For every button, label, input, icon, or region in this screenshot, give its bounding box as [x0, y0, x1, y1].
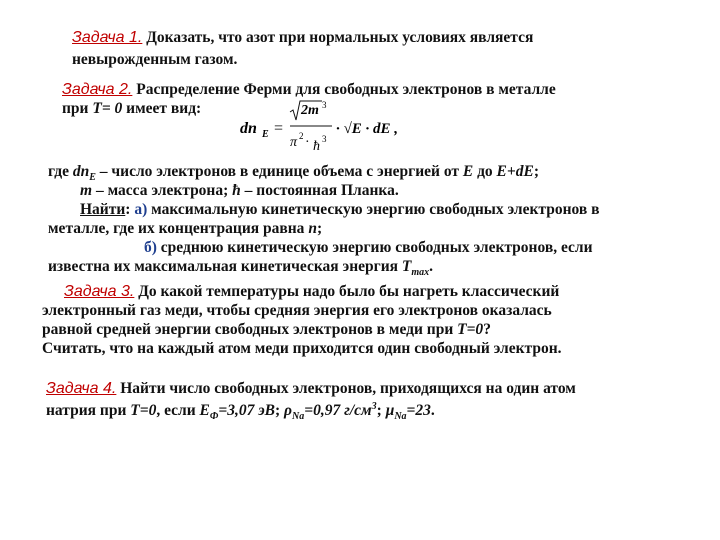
- task-3-text-1: До какой температуры надо было бы нагреть классический: [134, 283, 560, 300]
- desc-line-4: [48, 219, 599, 238]
- formula-dot: ·: [305, 135, 310, 150]
- task-3-text-3a: равной средней энергии свободных электронов в меди при: [42, 321, 458, 338]
- desc-6d: .: [429, 258, 434, 275]
- task-1-text-2: невырожденным газом.: [72, 51, 238, 68]
- t4-f: =3,07 эВ: [218, 402, 275, 419]
- task-3-line-3: [42, 320, 562, 339]
- t4-b: T=0: [130, 402, 157, 419]
- desc-1e: E: [462, 163, 474, 180]
- t4-c: , если: [156, 402, 200, 419]
- task-4-title: Задача 4.: [46, 380, 117, 397]
- formula-eq: =: [274, 120, 284, 137]
- task-3-text-4: Считать, что на каждый атом меди приходится один свободный электрон.: [42, 340, 562, 357]
- formula-hbar: ħ: [313, 139, 320, 154]
- t4-o: =23: [406, 402, 431, 419]
- fermi-distribution-formula: [238, 98, 438, 158]
- desc-1c: E: [89, 172, 96, 184]
- t4-m: μ: [385, 402, 395, 419]
- task-1-text-1: Доказать, что азот при нормальных условиях является: [146, 29, 534, 46]
- task-2-text-2b: T= 0: [92, 100, 123, 117]
- t4-d: E: [199, 402, 210, 419]
- t4-l: ;: [376, 402, 386, 419]
- formula-rhs: · √E · dE ,: [336, 121, 398, 137]
- task-3-title: Задача 3.: [64, 283, 135, 300]
- formula-root: 2m: [301, 103, 319, 118]
- desc-2c: ħ: [232, 182, 241, 199]
- desc-line-6: [48, 257, 599, 279]
- desc-2b: – масса электрона;: [92, 182, 233, 199]
- desc-3a: :: [125, 201, 135, 218]
- desc-line-1: [48, 162, 599, 184]
- desc-5: среднюю кинетическую энергию свободных электронов, если: [156, 239, 593, 256]
- task-4-text-1: Найти число свободных электронов, приходящихся на один атом: [116, 380, 576, 397]
- desc-1b: dn: [72, 163, 90, 180]
- formula-lhs: dn: [240, 120, 257, 137]
- desc-1f: до: [473, 163, 497, 180]
- desc-line-3: [48, 200, 599, 219]
- desc-3b: максимальную кинетическую энергию свободных электронов в: [147, 201, 600, 218]
- formula-root-exp: 3: [322, 100, 327, 110]
- t4-e: Ф: [209, 411, 219, 423]
- t4-p: .: [430, 402, 435, 419]
- task-1: [72, 28, 533, 69]
- desc-1d: – число электронов в единице объема с энергией от: [95, 163, 463, 180]
- task-2-line-1: [62, 80, 556, 99]
- desc-line-2: [48, 181, 599, 200]
- formula-pi: π: [290, 135, 298, 150]
- desc-6b: T: [401, 258, 412, 275]
- desc-2a: m: [80, 182, 93, 199]
- desc-6c: max: [411, 267, 430, 279]
- item-b-label: б): [144, 239, 157, 256]
- task-3-text-3c: ?: [483, 321, 491, 338]
- task-2-text-2a: при: [62, 100, 93, 117]
- task-4-line-1: [46, 379, 576, 398]
- desc-4b: n: [308, 220, 317, 237]
- formula-pi-sup: 2: [299, 131, 304, 141]
- desc-1g: E+dE: [496, 163, 534, 180]
- task-2-text-2c: имеет вид:: [122, 100, 202, 117]
- task-1-line-1: [72, 28, 533, 47]
- desc-4a: металле, где их концентрация равна: [48, 220, 309, 237]
- task-3-text-3b: T=0: [457, 321, 484, 338]
- t4-a: натрия при: [46, 402, 131, 419]
- formula-lhs-sub: E: [262, 129, 269, 140]
- desc-4c: ;: [316, 220, 323, 237]
- t4-n: Na: [394, 411, 407, 423]
- task-2-title: Задача 2.: [62, 81, 133, 98]
- desc-2d: – постоянная Планка.: [240, 182, 399, 199]
- task-3-line-1: [42, 282, 562, 301]
- t4-j: =0,97 г/см: [304, 402, 372, 419]
- desc-1h: ;: [533, 163, 539, 180]
- desc-1a: где: [48, 163, 73, 180]
- desc-line-5: [48, 238, 599, 257]
- task-2-text-1: Распределение Ферми для свободных электронов в металле: [136, 81, 556, 98]
- formula-hbar-sup: 3: [322, 134, 327, 144]
- task-4: [46, 379, 576, 423]
- find-label: Найти: [80, 201, 126, 218]
- item-a-label: а): [134, 201, 148, 218]
- task-4-line-2: [46, 400, 576, 423]
- desc-6a: известна их максимальная кинетическая энергия: [48, 258, 402, 275]
- t4-h: ρ: [284, 402, 293, 419]
- t4-g: ;: [275, 402, 285, 419]
- task-1-title: Задача 1.: [72, 29, 143, 46]
- task-2-description: [48, 162, 600, 279]
- task-3: [42, 282, 562, 358]
- task-3-text-2: электронный газ меди, чтобы средняя энергия его электронов оказалась: [42, 302, 552, 319]
- t4-i: Na: [292, 411, 305, 423]
- t4-k: 3: [371, 400, 377, 412]
